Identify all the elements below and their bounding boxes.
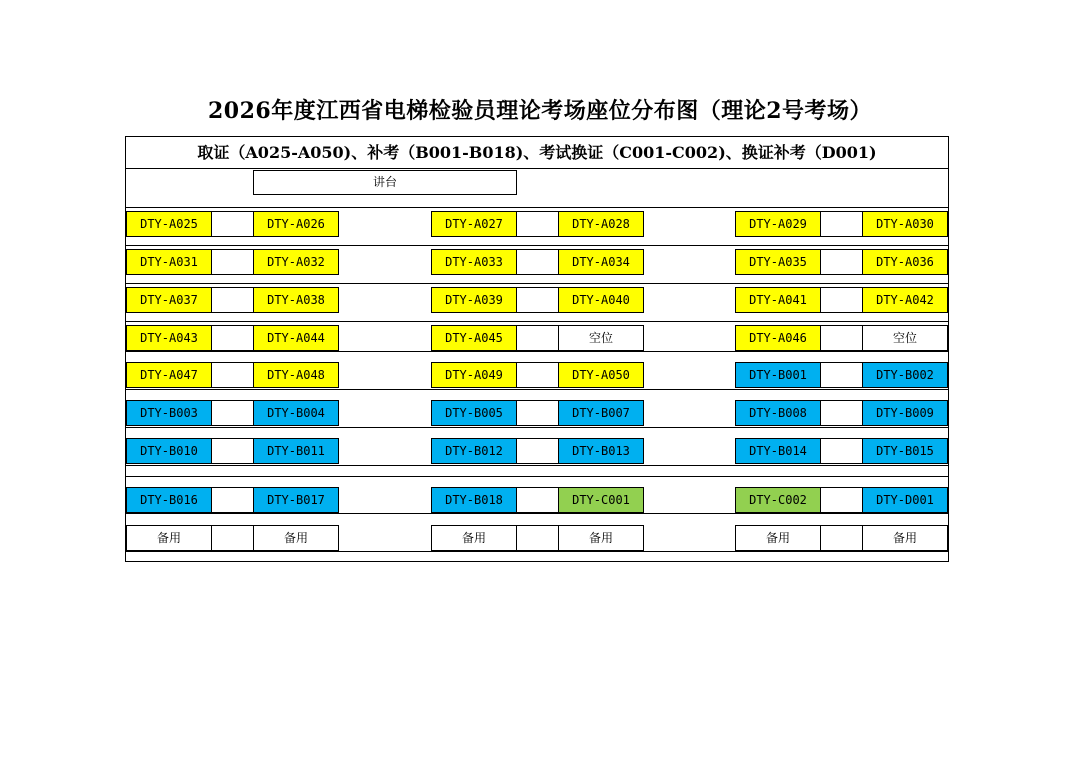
row-divider (126, 245, 948, 246)
aisle-gap-cell (820, 525, 863, 551)
seat-cell: 备用 (862, 525, 948, 551)
seat-cell: DTY-C002 (735, 487, 821, 513)
aisle-gap-cell (820, 487, 863, 513)
seat-cell: DTY-A025 (126, 211, 212, 237)
seat-cell: DTY-B003 (126, 400, 212, 426)
page-title: 2026年度江西省电梯检验员理论考场座位分布图（理论2号考场） (207, 98, 873, 124)
table-subtitle: 取证（A025-A050)、补考（B001-B018)、考试换证（C001-C002)、换证补考（D001) (126, 137, 948, 169)
seat-cell: DTY-A049 (431, 362, 517, 388)
seat-cell: 备用 (126, 525, 212, 551)
seat-cell: DTY-B018 (431, 487, 517, 513)
seat-cell: DTY-A032 (253, 249, 339, 275)
seat-cell: DTY-B010 (126, 438, 212, 464)
aisle-gap-cell (211, 287, 254, 313)
seat-cell: DTY-D001 (862, 487, 948, 513)
seat-cell: DTY-A038 (253, 287, 339, 313)
seat-cell: DTY-A031 (126, 249, 212, 275)
seat-cell: DTY-A029 (735, 211, 821, 237)
aisle-gap-cell (516, 525, 559, 551)
seat-cell: DTY-A047 (126, 362, 212, 388)
seat-cell: DTY-A048 (253, 362, 339, 388)
aisle-gap-cell (211, 325, 254, 351)
row-divider (126, 321, 948, 322)
aisle-gap-cell (516, 487, 559, 513)
seat-cell: DTY-A027 (431, 211, 517, 237)
aisle-gap-cell (516, 400, 559, 426)
aisle-gap-cell (820, 438, 863, 464)
podium-label: 讲台 (253, 170, 517, 195)
seat-cell: DTY-A035 (735, 249, 821, 275)
aisle-gap-cell (516, 438, 559, 464)
seat-cell: DTY-B009 (862, 400, 948, 426)
seat-cell: DTY-B002 (862, 362, 948, 388)
seat-cell: DTY-A050 (558, 362, 644, 388)
aisle-gap-cell (820, 249, 863, 275)
row-divider (126, 476, 948, 477)
aisle-gap-cell (211, 438, 254, 464)
row-divider (126, 351, 948, 352)
seat-cell: DTY-A040 (558, 287, 644, 313)
seat-cell: DTY-B012 (431, 438, 517, 464)
seat-cell: DTY-B008 (735, 400, 821, 426)
seat-cell: DTY-A034 (558, 249, 644, 275)
row-divider (126, 427, 948, 428)
aisle-gap-cell (820, 325, 863, 351)
seat-cell: DTY-A043 (126, 325, 212, 351)
seat-cell: DTY-A028 (558, 211, 644, 237)
aisle-gap-cell (516, 211, 559, 237)
aisle-gap-cell (211, 487, 254, 513)
seat-cell: DTY-A045 (431, 325, 517, 351)
aisle-gap-cell (211, 249, 254, 275)
seat-cell: DTY-B004 (253, 400, 339, 426)
seat-cell: DTY-A044 (253, 325, 339, 351)
seat-cell: DTY-B015 (862, 438, 948, 464)
seat-cell: DTY-A036 (862, 249, 948, 275)
aisle-gap-cell (820, 362, 863, 388)
seat-cell: DTY-A039 (431, 287, 517, 313)
aisle-gap-cell (211, 211, 254, 237)
aisle-gap-cell (820, 400, 863, 426)
aisle-gap-cell (516, 249, 559, 275)
row-divider (126, 283, 948, 284)
seat-cell: 备用 (253, 525, 339, 551)
aisle-gap-cell (211, 400, 254, 426)
seat-cell: DTY-A037 (126, 287, 212, 313)
aisle-gap-cell (211, 525, 254, 551)
seat-cell: DTY-B007 (558, 400, 644, 426)
seat-cell: DTY-B014 (735, 438, 821, 464)
aisle-gap-cell (820, 287, 863, 313)
seat-cell: DTY-B011 (253, 438, 339, 464)
seat-cell: DTY-B001 (735, 362, 821, 388)
seat-cell: DTY-B013 (558, 438, 644, 464)
seat-cell: DTY-A046 (735, 325, 821, 351)
seat-cell: DTY-A026 (253, 211, 339, 237)
seat-cell: DTY-B005 (431, 400, 517, 426)
seat-cell: DTY-B017 (253, 487, 339, 513)
seat-cell: 空位 (558, 325, 644, 351)
seat-cell: 备用 (558, 525, 644, 551)
seat-cell: DTY-B016 (126, 487, 212, 513)
seat-cell: 备用 (431, 525, 517, 551)
row-divider (126, 389, 948, 390)
row-divider (126, 513, 948, 514)
row-divider (126, 551, 948, 552)
seat-cell: DTY-A033 (431, 249, 517, 275)
aisle-gap-cell (516, 287, 559, 313)
aisle-gap-cell (820, 211, 863, 237)
row-divider (126, 207, 948, 208)
row-divider (126, 465, 948, 466)
aisle-gap-cell (516, 362, 559, 388)
seat-cell: DTY-A042 (862, 287, 948, 313)
seat-cell: DTY-A030 (862, 211, 948, 237)
seat-cell: 空位 (862, 325, 948, 351)
seat-cell: 备用 (735, 525, 821, 551)
aisle-gap-cell (516, 325, 559, 351)
aisle-gap-cell (211, 362, 254, 388)
seat-cell: DTY-C001 (558, 487, 644, 513)
seat-cell: DTY-A041 (735, 287, 821, 313)
